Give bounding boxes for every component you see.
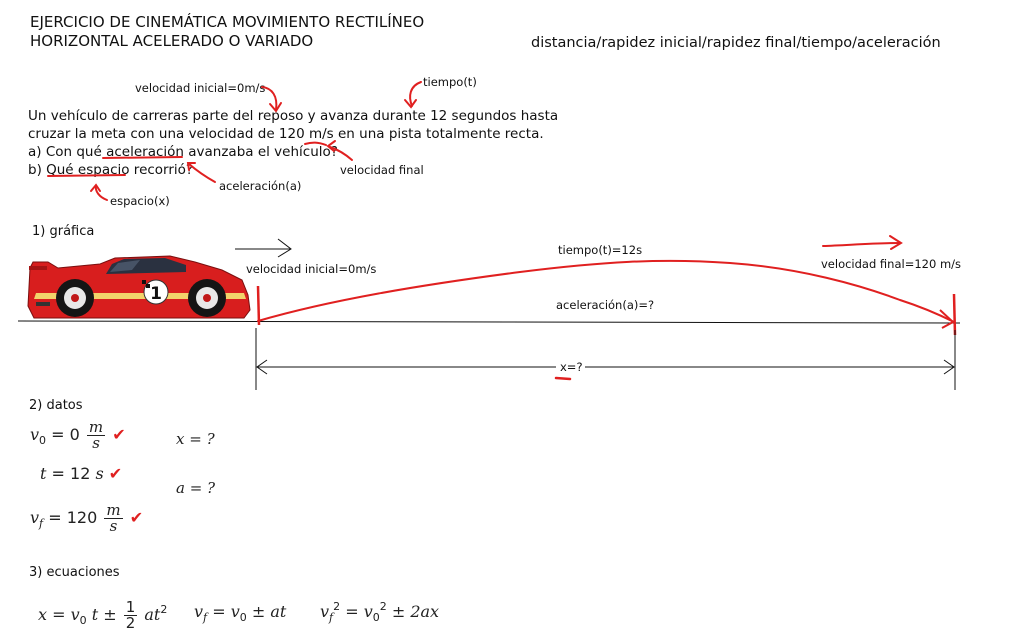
annotation-time: tiempo(t) <box>423 75 477 89</box>
annotation-space: espacio(x) <box>110 194 170 208</box>
arrow-velocity-final-a <box>305 143 326 145</box>
data-heading: 2) datos <box>29 398 83 413</box>
variables-list: distancia/rapidez inicial/rapidez final/tiempo/aceleración <box>531 35 941 51</box>
trajectory-curve <box>258 261 954 322</box>
end-marker <box>954 294 955 335</box>
equation-velocity-squared: $v_f^2 = v_0^2 \pm 2ax$ <box>320 600 440 624</box>
distance-arrow <box>257 360 954 374</box>
graph-distance: x=? <box>560 360 583 374</box>
underline-aceleracion <box>103 157 182 158</box>
problem-line-2: cruzar la meta con una velocidad de 120 m/s en una pista totalmente recta. <box>28 126 544 142</box>
start-marker <box>258 286 259 325</box>
problem-line-1: Un vehículo de carreras parte del reposo y avanza durante 12 segundos hasta <box>28 108 559 124</box>
race-car <box>28 256 250 318</box>
graph-acceleration: aceleración(a)=? <box>556 298 655 312</box>
title-line-2: HORIZONTAL ACELERADO O VARIADO <box>30 32 314 50</box>
equations-heading: 3) ecuaciones <box>29 565 120 580</box>
underline-espacio <box>48 175 125 176</box>
equation-distance: $x = v_0$ t ± $\frac{1}{2}$ $at^2$ <box>38 598 168 632</box>
annotation-final-velocity: velocidad final <box>340 163 424 177</box>
datum-final-velocity: $v_f = 120$ $\frac{m}{s}$ ✔ <box>30 501 144 535</box>
check-icon: ✔ <box>108 464 123 483</box>
road-line <box>18 321 960 323</box>
underline-x <box>556 378 570 379</box>
unknown-distance: x = ? <box>176 430 215 448</box>
annotation-initial-velocity: velocidad inicial=0m/s <box>135 81 266 95</box>
car-number: 1 <box>150 284 162 304</box>
arrow-final-direction <box>823 236 901 249</box>
unknown-acceleration: a = ? <box>176 479 216 497</box>
title-line-1: EJERCICIO DE CINEMÁTICA MOVIMIENTO RECTILÍNEO <box>30 13 425 31</box>
annotation-acceleration: aceleración(a) <box>219 179 302 193</box>
arrow-acceleration <box>189 164 215 182</box>
arrow-initial-velocity <box>262 87 276 110</box>
question-b: b) Qué espacio recorrió? <box>28 162 194 178</box>
check-icon: ✔ <box>112 425 126 444</box>
arrow-velocity-final <box>330 147 352 160</box>
question-a: a) Con qué aceleración avanzaba el vehículo? <box>28 144 338 160</box>
arrow-time <box>410 82 421 106</box>
arrow-start-direction <box>235 239 291 257</box>
check-icon: ✔ <box>129 508 144 527</box>
equation-final-velocity: $v_f = v_0$ ± at <box>194 602 287 624</box>
datum-initial-velocity: $v_0 = 0$ $\frac{m}{s}$ ✔ <box>30 418 126 452</box>
graph-heading: 1) gráfica <box>32 224 95 239</box>
datum-time: t = 12 s ✔ <box>40 464 123 483</box>
graph-initial-velocity: velocidad inicial=0m/s <box>246 262 377 276</box>
graph-final-velocity: velocidad final=120 m/s <box>821 257 962 271</box>
graph-time: tiempo(t)=12s <box>558 243 643 257</box>
